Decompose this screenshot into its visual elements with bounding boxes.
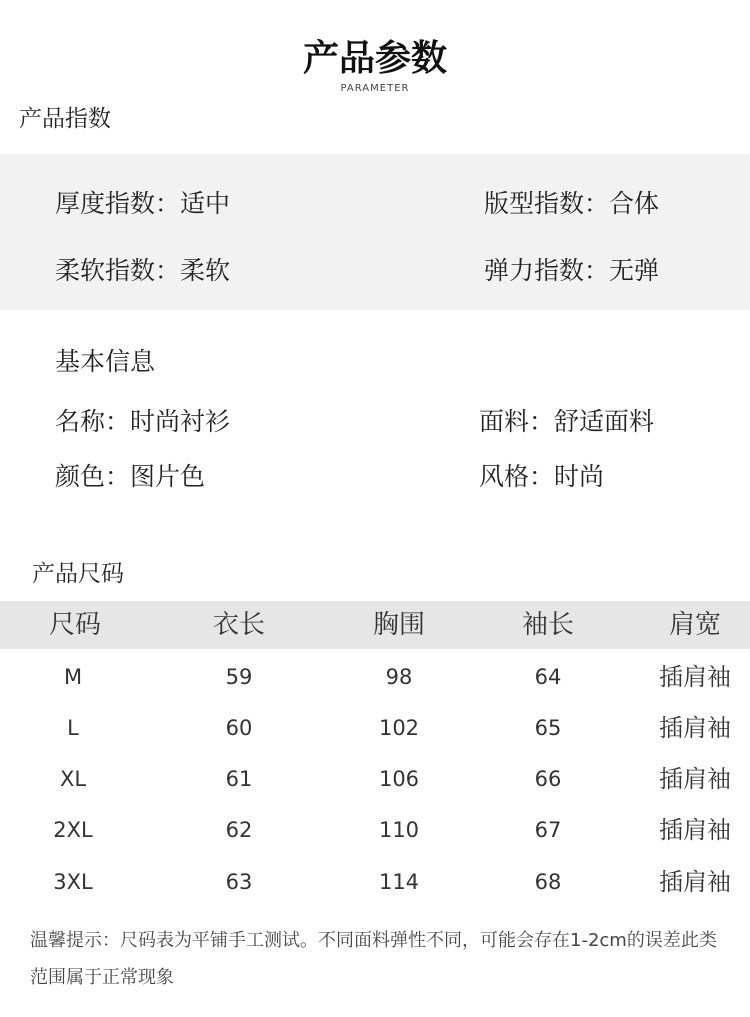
table-row [0,805,750,856]
size-heading: 产品尺码 [32,561,124,587]
cell-length: 59 [225,665,253,689]
index-item-label: 弹力指数： [484,256,610,285]
cell-sleeve: 64 [534,665,562,689]
table-row [0,754,750,805]
info-label: 名称： [55,407,131,436]
cell-chest: 98 [385,665,413,689]
cell-chest: 106 [378,767,420,791]
index-item-elasticity [484,251,659,287]
page-subtitle: PARAMETER [340,83,410,94]
table-row [0,652,750,703]
index-item-value: 合体 [609,189,660,218]
index-item-value: 无弹 [609,256,660,285]
index-item-label: 厚度指数： [55,189,181,218]
info-value: 图片色 [130,462,206,491]
cell-length: 63 [225,870,253,894]
cell-chest: 110 [378,818,420,842]
index-item-thickness [55,184,230,220]
page-title: 产品参数 [302,38,447,79]
column-header-shoulder: 肩宽 [668,610,721,640]
cell-length: 61 [225,767,253,791]
cell-shoulder: 插肩袖 [659,714,731,742]
column-header-length: 衣长 [212,610,265,640]
cell-sleeve: 65 [534,716,562,740]
index-panel [0,154,750,310]
cell-shoulder: 插肩袖 [659,868,731,896]
column-header-size: 尺码 [48,610,101,640]
table-row [0,857,750,908]
cell-shoulder: 插肩袖 [659,663,731,691]
index-item-value: 适中 [180,189,231,218]
cell-length: 60 [225,716,253,740]
info-value: 时尚 [554,462,605,491]
info-label: 颜色： [55,462,131,491]
index-item-softness [55,251,230,287]
size-table-header [0,601,750,649]
index-heading: 产品指数 [19,106,111,132]
basic-info-name [55,402,230,438]
basic-info-style [479,457,604,493]
column-header-sleeve: 袖长 [521,610,574,640]
cell-chest: 114 [378,870,420,894]
basic-info-heading: 基本信息 [55,347,156,376]
index-item-fit [484,184,659,220]
basic-info-fabric [479,402,654,438]
cell-shoulder: 插肩袖 [659,816,731,844]
cell-size: 3XL [53,870,93,894]
size-note: 温馨提示：尺码表为平铺手工测试。不同面料弹性不同，可能会存在1-2cm的误差此类范围属于正常现象 [30,930,717,988]
cell-length: 62 [225,818,253,842]
index-item-label: 柔软指数： [55,256,181,285]
cell-sleeve: 68 [534,870,562,894]
cell-sleeve: 67 [534,818,562,842]
info-label: 风格： [479,462,555,491]
cell-size: XL [59,767,87,791]
index-item-value: 柔软 [180,256,231,285]
column-header-chest: 胸围 [372,610,425,640]
cell-size: M [63,665,83,689]
info-value: 舒适面料 [554,407,655,436]
basic-info-color [55,457,205,493]
table-row [0,703,750,754]
cell-shoulder: 插肩袖 [659,765,731,793]
cell-chest: 102 [378,716,420,740]
info-label: 面料： [479,407,555,436]
info-value: 时尚衬衫 [130,407,231,436]
cell-sleeve: 66 [534,767,562,791]
cell-size: 2XL [53,818,93,842]
cell-size: L [67,716,79,740]
index-item-label: 版型指数： [484,189,610,218]
